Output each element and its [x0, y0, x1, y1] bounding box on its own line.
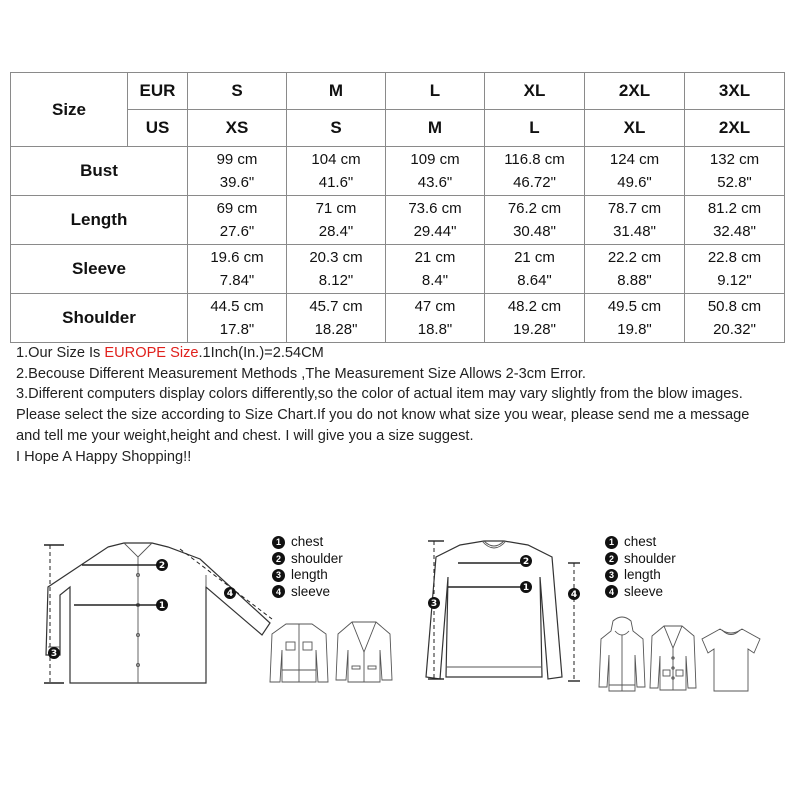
number-badge-icon: 1: [605, 536, 618, 549]
marker-chest: [520, 581, 532, 593]
size-header: Size: [11, 73, 128, 147]
row-label: Sleeve: [11, 245, 188, 294]
number-badge-icon: 2: [272, 552, 285, 565]
eur-size: 2XL: [585, 73, 685, 110]
eur-size: L: [386, 73, 485, 110]
table-cell: 109 cm 43.6": [386, 147, 485, 196]
legend-item: 3 length: [605, 567, 676, 584]
table-cell: 47 cm 18.8": [386, 294, 485, 343]
blazer-thumbnail-icon: [334, 618, 394, 688]
length-row: [11, 196, 785, 245]
us-size-row: [11, 110, 785, 147]
shoulder-row: [11, 294, 785, 343]
table-cell: 78.7 cm 31.48": [585, 196, 685, 245]
table-cell: 21 cm 8.64": [485, 245, 585, 294]
svg-text:2: 2: [158, 561, 166, 571]
us-size: M: [386, 110, 485, 147]
sleeve-row: [11, 245, 785, 294]
row-label: Shoulder: [11, 294, 188, 343]
number-badge-icon: 2: [605, 552, 618, 565]
eur-size-row: [11, 73, 785, 110]
number-badge-icon: 4: [605, 585, 618, 598]
number-badge-icon: 3: [272, 569, 285, 582]
table-cell: 49.5 cm 19.8": [585, 294, 685, 343]
legend-item: 3 length: [272, 567, 343, 584]
left-legend: [272, 534, 343, 600]
table-cell: 45.7 cm 18.28": [287, 294, 386, 343]
number-badge-icon: 4: [272, 585, 285, 598]
table-cell: 116.8 cm 46.72": [485, 147, 585, 196]
row-label: Bust: [11, 147, 188, 196]
row-label: Length: [11, 196, 188, 245]
size-notes: [16, 343, 776, 467]
table-cell: 48.2 cm 19.28": [485, 294, 585, 343]
marker-length: [428, 597, 440, 609]
eur-label: EUR: [128, 73, 188, 110]
europe-size-highlight: EUROPE Size: [104, 345, 199, 361]
table-cell: 19.6 cm 7.84": [188, 245, 287, 294]
us-size: S: [287, 110, 386, 147]
legend-item: 1 chest: [272, 534, 343, 551]
us-size: XS: [188, 110, 287, 147]
table-cell: 124 cm 49.6": [585, 147, 685, 196]
svg-text:1: 1: [522, 583, 530, 593]
marker-chest: [156, 599, 168, 611]
us-size: XL: [585, 110, 685, 147]
svg-text:4: 4: [570, 590, 578, 600]
us-size: 2XL: [685, 110, 785, 147]
note-2: 2.Becouse Different Measurement Methods ,The Measurement Size Allows 2-3cm Error.: [16, 365, 586, 382]
marker-sleeve: [224, 587, 236, 599]
legend-item: 2 shoulder: [272, 551, 343, 568]
eur-size: M: [287, 73, 386, 110]
table-cell: 21 cm 8.4": [386, 245, 485, 294]
us-label: US: [128, 110, 188, 147]
note-4: Please select the size according to Size Chart.If you do not know what size you wear, please send me a message and tell me your weight,height and chest. I will give you a size suggest.: [16, 407, 750, 444]
legend-item: 2 shoulder: [605, 551, 676, 568]
table-cell: 71 cm 28.4": [287, 196, 386, 245]
note-3: 3.Different computers display colors differently,so the color of actual item may vary slightly from the blow images.: [16, 386, 743, 403]
legend-item: 1 chest: [605, 534, 676, 551]
tshirt-thumbnail-icon: [700, 625, 762, 695]
table-cell: 22.8 cm 9.12": [685, 245, 785, 294]
marker-shoulder: [520, 555, 532, 567]
marker-length: [48, 647, 60, 659]
right-legend: [605, 534, 676, 600]
table-cell: 44.5 cm 17.8": [188, 294, 287, 343]
sweater-measurement-diagram: [422, 537, 597, 692]
svg-text:2: 2: [522, 557, 530, 567]
table-cell: 22.2 cm 8.88": [585, 245, 685, 294]
table-cell: 73.6 cm 29.44": [386, 196, 485, 245]
table-cell: 104 cm 41.6": [287, 147, 386, 196]
marker-sleeve: [568, 588, 580, 600]
bust-row: [11, 147, 785, 196]
table-cell: 76.2 cm 30.48": [485, 196, 585, 245]
legend-item: 4 sleeve: [272, 584, 343, 601]
hoodie-thumbnail-icon: [597, 615, 647, 695]
table-cell: 69 cm 27.6": [188, 196, 287, 245]
svg-text:1: 1: [158, 601, 166, 611]
table-cell: 50.8 cm 20.32": [685, 294, 785, 343]
note-5: I Hope A Happy Shopping!!: [16, 448, 192, 465]
number-badge-icon: 3: [605, 569, 618, 582]
table-cell: 20.3 cm 8.12": [287, 245, 386, 294]
eur-size: S: [188, 73, 287, 110]
table-cell: 99 cm 39.6": [188, 147, 287, 196]
us-size: L: [485, 110, 585, 147]
svg-text:3: 3: [50, 649, 58, 659]
number-badge-icon: 1: [272, 536, 285, 549]
eur-size: XL: [485, 73, 585, 110]
size-chart-table: [10, 72, 785, 343]
table-cell: 81.2 cm 32.48": [685, 196, 785, 245]
legend-item: 4 sleeve: [605, 584, 676, 601]
marker-shoulder: [156, 559, 168, 571]
cardigan-thumbnail-icon: [648, 622, 698, 702]
eur-size: 3XL: [685, 73, 785, 110]
jacket-thumbnail-icon: [268, 620, 330, 690]
note-1: 1.Our Size Is EUROPE Size.1Inch(In.)=2.54CM: [16, 345, 324, 361]
svg-text:3: 3: [430, 599, 438, 609]
table-cell: 132 cm 52.8": [685, 147, 785, 196]
svg-text:4: 4: [226, 589, 234, 599]
